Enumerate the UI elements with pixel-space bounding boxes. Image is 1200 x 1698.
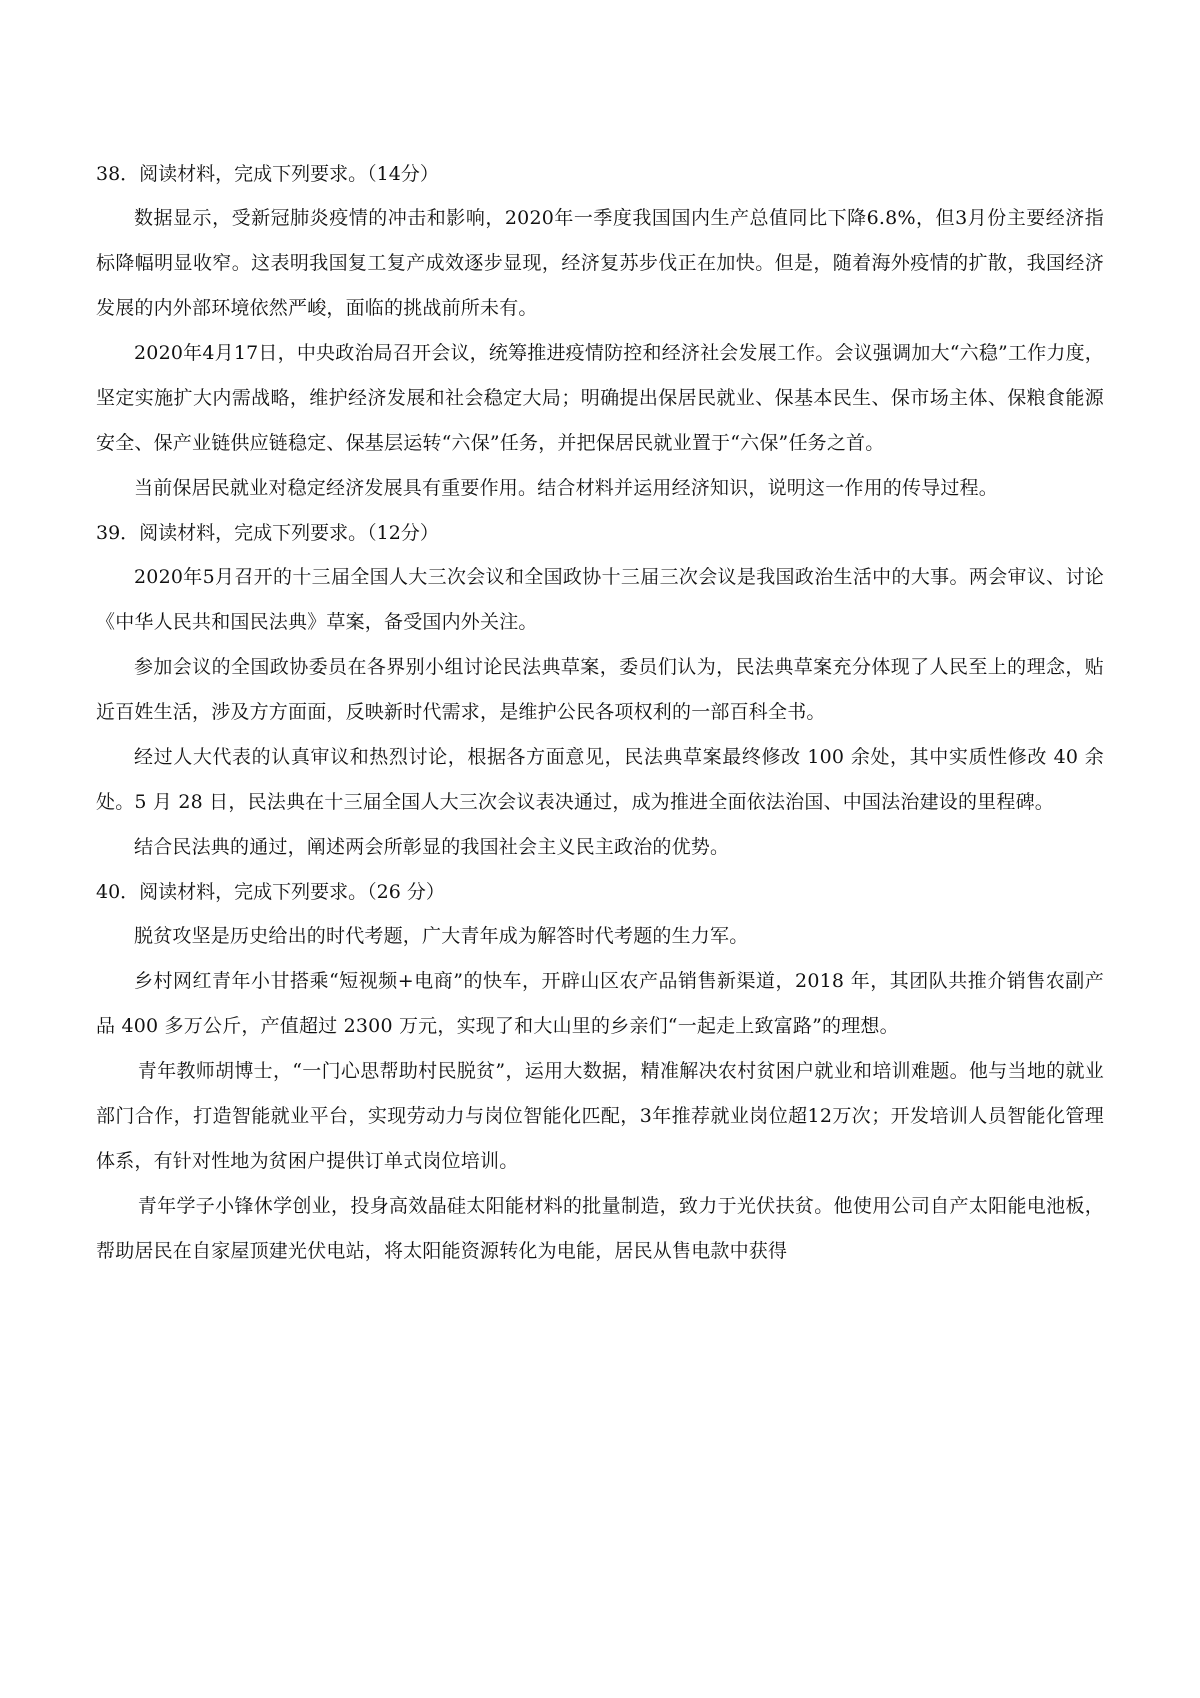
material-paragraph: 青年教师胡博士，“一门心思帮助村民脱贫”，运用大数据，精准解决农村贫困户就业和培训难题。他与当地的就业部门合作，打造智能就业平台，实现劳动力与岗位智能化匹配，3年推荐就业岗位超12万次；开发培训人员智能化管理体系，有针对性地为贫困户提供订单式岗位培训。 bbox=[96, 1060, 1104, 1172]
question-title: 39．阅读材料，完成下列要求。（12分） bbox=[96, 522, 439, 544]
material-paragraph: 2020年4月17日，中央政治局召开会议，统筹推进疫情防控和经济社会发展工作。会议强调加大“六稳”工作力度，坚定实施扩大内需战略，维护经济发展和社会稳定大局；明确提出保居民就业、保基本民生、保市场主体、保粮食能源安全、保产业链供应链稳定、保基层运转“六保”任务，并把保居民就业置于“六保”任务之首。 bbox=[96, 342, 1104, 454]
material-paragraph: 乡村网红青年小甘搭乘“短视频+电商”的快车，开辟山区农产品销售新渠道，2018 年，其团队共推介销售农副产品 400 多万公斤，产值超过 2300 万元，实现了和大山里的乡亲们“一起走上致富路”的理想。 bbox=[96, 970, 1104, 1037]
question-title: 38．阅读材料，完成下列要求。（14分） bbox=[96, 163, 439, 185]
material-paragraph: 青年学子小锋休学创业，投身高效晶硅太阳能材料的批量制造，致力于光伏扶贫。他使用公司自产太阳能电池板，帮助居民在自家屋顶建光伏电站，将太阳能资源转化为电能，居民从售电款中获得 bbox=[96, 1195, 1104, 1262]
question-40 bbox=[96, 870, 1104, 1274]
question-title: 40．阅读材料，完成下列要求。（26 分） bbox=[96, 881, 445, 903]
question-38 bbox=[96, 152, 1104, 511]
question-39 bbox=[96, 511, 1104, 870]
material-paragraph: 脱贫攻坚是历史给出的时代考题，广大青年成为解答时代考题的生力军。 bbox=[134, 925, 749, 947]
material-paragraph: 经过人大代表的认真审议和热烈讨论，根据各方面意见，民法典草案最终修改 100 余处，其中实质性修改 40 余处。5 月 28 日，民法典在十三届全国人大三次会议表决通过，成为推进全面依法治国、中国法治建设的里程碑。 bbox=[96, 746, 1104, 813]
question-prompt: 当前保居民就业对稳定经济发展具有重要作用。结合材料并运用经济知识，说明这一作用的传导过程。 bbox=[134, 477, 999, 499]
material-paragraph: 数据显示，受新冠肺炎疫情的冲击和影响，2020年一季度我国国内生产总值同比下降6.8%，但3月份主要经济指标降幅明显收窄。这表明我国复工复产成效逐步显现，经济复苏步伐正在加快。但是，随着海外疫情的扩散，我国经济发展的内外部环境依然严峻，面临的挑战前所未有。 bbox=[96, 207, 1104, 319]
material-paragraph: 参加会议的全国政协委员在各界别小组讨论民法典草案，委员们认为，民法典草案充分体现了人民至上的理念，贴近百姓生活，涉及方方面面，反映新时代需求，是维护公民各项权利的一部百科全书。 bbox=[96, 656, 1104, 723]
question-prompt: 结合民法典的通过，阐述两会所彰显的我国社会主义民主政治的优势。 bbox=[134, 836, 730, 858]
material-paragraph: 2020年5月召开的十三届全国人大三次会议和全国政协十三届三次会议是我国政治生活中的大事。两会审议、讨论《中华人民共和国民法典》草案，备受国内外关注。 bbox=[96, 566, 1104, 633]
